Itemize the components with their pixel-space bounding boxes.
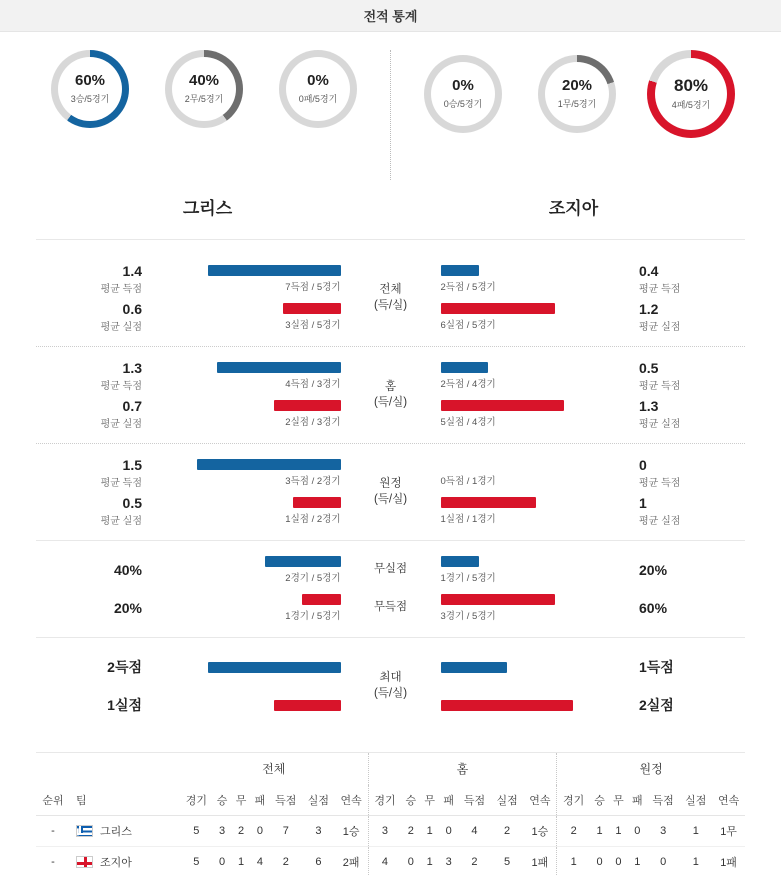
table-header-원정-패: 패	[628, 785, 647, 816]
table-header-전체-무: 무	[232, 785, 251, 816]
table-header-원정-경기: 경기	[557, 785, 590, 816]
row-stat-all-득점: 2	[269, 847, 302, 876]
table-row[interactable]	[36, 816, 745, 847]
away-team-name: 조지아	[548, 199, 599, 218]
row-stat-all-패: 4	[251, 847, 270, 876]
home-team-name: 그리스	[182, 199, 233, 218]
row-stat-home-경기: 4	[368, 847, 401, 876]
row-stat-all-실점: 6	[302, 847, 335, 876]
stat-right-label: 평균 실점	[639, 419, 681, 431]
stat-left-bar	[197, 459, 341, 470]
table-header-홈-실점: 실점	[491, 785, 524, 816]
donut-percent: 0%	[452, 77, 474, 95]
stat-right-bar-wrap	[433, 459, 626, 487]
row-stat-home-승: 0	[401, 847, 420, 876]
row-stat-home-득점: 4	[458, 816, 491, 847]
stat-right-caption: 2득점 / 4경기	[440, 379, 496, 390]
table-row[interactable]	[36, 847, 745, 876]
stat-left-caption: 2경기 / 5경기	[285, 573, 341, 584]
table-group-header	[36, 753, 745, 785]
table-header-원정-무: 무	[609, 785, 628, 816]
stat-left-number: 0.6	[122, 300, 142, 317]
record-donuts-section	[0, 32, 781, 219]
stat-right-value	[625, 562, 745, 579]
flag-icon	[76, 825, 93, 837]
row-stat-all-승: 0	[213, 847, 232, 876]
donut-item	[637, 50, 745, 138]
donut-chart	[279, 50, 357, 128]
donut-sublabel: 0승/5경기	[443, 98, 483, 109]
stat-right-value	[625, 457, 745, 490]
stat-left-number: 0.7	[122, 397, 142, 414]
stat-block	[36, 250, 745, 346]
row-stat-all-경기: 5	[180, 816, 213, 847]
stat-left-bar-wrap	[156, 700, 349, 711]
row-stat-all-무: 1	[232, 847, 251, 876]
table-header-원정-승: 승	[590, 785, 609, 816]
stat-left-number: 1.4	[122, 262, 142, 279]
stat-left-bar	[274, 400, 340, 411]
row-stat-away-경기: 2	[557, 816, 590, 847]
row-stat-home-패: 3	[439, 847, 458, 876]
table-header-rank: 순위	[36, 785, 70, 816]
row-stat-all-승: 3	[213, 816, 232, 847]
row-stat-away-경기: 1	[557, 847, 590, 876]
stat-right-number: 1.2	[639, 300, 659, 317]
row-stat-all-경기: 5	[180, 847, 213, 876]
stat-left-bar-wrap	[156, 556, 349, 584]
table-header-홈-득점: 득점	[458, 785, 491, 816]
stat-right-label: 평균 실점	[639, 322, 681, 334]
stat-left-caption: 7득점 / 5경기	[285, 282, 341, 293]
donut-chart	[647, 50, 735, 138]
table-body	[36, 816, 745, 876]
stat-right-label: 평균 실점	[639, 516, 681, 528]
flag-icon	[76, 856, 93, 868]
donut-center	[545, 62, 609, 126]
table-header-전체-실점: 실점	[302, 785, 335, 816]
row-team-name: 그리스	[100, 826, 132, 838]
page-title	[0, 0, 781, 32]
table-header-원정-연속: 연속	[712, 785, 745, 816]
stat-block	[36, 540, 745, 637]
team-cell	[76, 854, 178, 870]
row-stat-away-연속: 1패	[712, 847, 745, 876]
donut-center	[655, 58, 727, 130]
row-stat-away-실점: 1	[679, 816, 712, 847]
stat-right-caption: 1경기 / 5경기	[440, 573, 496, 584]
stat-left-caption: 4득점 / 3경기	[285, 379, 341, 390]
stat-right-number: 60%	[639, 599, 668, 616]
row-stat-home-패: 0	[439, 816, 458, 847]
stat-center-line1: 원정	[379, 477, 402, 490]
stat-row	[36, 551, 745, 589]
donut-chart	[424, 55, 502, 133]
donut-center	[58, 57, 122, 121]
row-stat-all-무: 2	[232, 816, 251, 847]
row-stat-away-승: 0	[590, 847, 609, 876]
stat-left-caption: 3득점 / 2경기	[285, 476, 341, 487]
row-stat-all-실점: 3	[302, 816, 335, 847]
row-stat-away-득점: 0	[647, 847, 680, 876]
stat-right-number: 1득점	[639, 658, 674, 675]
table-header-전체-패: 패	[251, 785, 270, 816]
stat-row	[36, 589, 745, 627]
stat-right-label: 평균 득점	[639, 284, 681, 296]
stat-left-caption: 1경기 / 5경기	[285, 611, 341, 622]
donut-percent: 0%	[307, 72, 329, 90]
row-rank: -	[36, 847, 70, 876]
stat-left-label: 평균 득점	[100, 381, 142, 393]
table-header-원정-실점: 실점	[679, 785, 712, 816]
stat-right-bar	[441, 303, 555, 314]
row-stat-away-승: 1	[590, 816, 609, 847]
stat-right-caption: 5실점 / 4경기	[440, 417, 496, 428]
stat-left-bar	[274, 700, 340, 711]
stat-block-rows	[36, 648, 745, 724]
row-stat-all-패: 0	[251, 816, 270, 847]
stat-right-bar-wrap	[433, 594, 626, 622]
table-group-홈: 홈	[368, 753, 557, 785]
donut-percent: 80%	[673, 76, 709, 96]
stat-right-number: 1.3	[639, 397, 659, 414]
standings-table-wrap	[36, 752, 745, 876]
row-stat-away-무: 1	[609, 816, 628, 847]
stat-right-caption: 3경기 / 5경기	[440, 611, 496, 622]
stat-right-value	[625, 263, 745, 296]
stat-left-value	[36, 398, 156, 431]
donut-sublabel: 2무/5경기	[184, 93, 224, 104]
stat-left-number: 20%	[113, 599, 142, 616]
row-stat-home-연속: 1패	[523, 847, 556, 876]
stat-center-label: 무실점	[373, 563, 408, 576]
stat-right-bar-wrap	[433, 556, 626, 584]
donut-chart	[51, 50, 129, 128]
row-team[interactable]	[70, 847, 180, 876]
stats-comparison	[36, 239, 745, 734]
stat-left-bar-wrap	[156, 459, 349, 487]
table-header-전체-득점: 득점	[269, 785, 302, 816]
stat-left-caption: 2실점 / 3경기	[285, 417, 341, 428]
row-stat-all-연속: 1승	[335, 816, 368, 847]
donut-center	[172, 57, 236, 121]
stat-left-number: 1.3	[122, 359, 142, 376]
stat-right-bar	[441, 362, 489, 373]
stat-right-number: 0.4	[639, 262, 659, 279]
stat-center-label	[349, 476, 433, 507]
row-stat-away-패: 1	[628, 847, 647, 876]
donut-sublabel: 4패/5경기	[671, 99, 711, 110]
stat-block-rows	[36, 357, 745, 433]
table-header-spacer	[70, 753, 180, 785]
stat-center-label	[349, 670, 433, 701]
donut-item	[36, 50, 144, 128]
stat-center-line1: 홈	[384, 380, 397, 393]
stat-left-label: 평균 득점	[100, 284, 142, 296]
stat-left-value	[36, 263, 156, 296]
stat-right-value	[625, 600, 745, 617]
stat-left-value	[36, 301, 156, 334]
stat-left-label: 평균 실점	[100, 419, 142, 431]
donut-percent: 40%	[188, 72, 220, 90]
stat-right-bar	[441, 400, 565, 411]
stat-right-caption: 1실점 / 1경기	[440, 514, 496, 525]
row-team[interactable]	[70, 816, 180, 847]
stat-left-value	[36, 562, 156, 579]
stat-right-bar-wrap	[433, 662, 626, 673]
stat-left-caption: 3실점 / 5경기	[285, 320, 341, 331]
donut-chart	[538, 55, 616, 133]
stat-left-bar	[208, 662, 341, 673]
donut-center	[431, 62, 495, 126]
stat-left-caption: 1실점 / 2경기	[285, 514, 341, 525]
stat-left-label: 평균 득점	[100, 478, 142, 490]
table-header-전체-승: 승	[213, 785, 232, 816]
stat-right-number: 20%	[639, 561, 668, 578]
table-header-전체-연속: 연속	[335, 785, 368, 816]
stat-right-number: 0.5	[639, 359, 659, 376]
page-title-text: 전적 통계	[363, 9, 418, 24]
stat-left-bar	[293, 497, 341, 508]
stat-left-value	[36, 457, 156, 490]
donut-item	[264, 50, 372, 128]
stat-left-bar-wrap	[156, 594, 349, 622]
stat-bar-area	[156, 556, 625, 584]
row-stat-away-실점: 1	[679, 847, 712, 876]
row-stat-all-연속: 2패	[335, 847, 368, 876]
standings-table	[36, 753, 745, 876]
table-header-홈-무: 무	[420, 785, 439, 816]
stat-bar-area	[156, 594, 625, 622]
stat-left-number: 1.5	[122, 456, 142, 473]
stat-left-number: 40%	[113, 561, 142, 578]
stat-right-value	[625, 495, 745, 528]
table-header-전체-경기: 경기	[180, 785, 213, 816]
donut-chart	[165, 50, 243, 128]
donut-percent: 20%	[561, 77, 593, 95]
stat-left-number: 2득점	[107, 658, 142, 675]
table-column-header	[36, 785, 745, 816]
row-stat-home-연속: 1승	[523, 816, 556, 847]
table-group-전체: 전체	[262, 762, 286, 776]
row-stat-home-무: 1	[420, 816, 439, 847]
stat-right-bar	[441, 594, 555, 605]
stat-left-number: 1실점	[107, 696, 142, 713]
row-team-name: 조지아	[100, 857, 132, 869]
home-donut-group	[24, 50, 384, 128]
stat-left-bar	[283, 303, 340, 314]
stat-block	[36, 637, 745, 734]
row-stat-away-무: 0	[609, 847, 628, 876]
row-stat-home-경기: 3	[368, 816, 401, 847]
stat-right-value	[625, 301, 745, 334]
donut-sublabel: 0패/5경기	[298, 93, 338, 104]
stat-right-number: 2실점	[639, 696, 674, 713]
stat-right-caption: 6실점 / 5경기	[440, 320, 496, 331]
stat-right-number: 0	[639, 456, 647, 473]
row-stat-home-실점: 5	[491, 847, 524, 876]
stat-right-bar	[441, 662, 507, 673]
stat-block	[36, 443, 745, 540]
stat-right-value	[625, 360, 745, 393]
stat-left-value	[36, 600, 156, 617]
stat-left-value	[36, 360, 156, 393]
stat-center-label	[349, 379, 433, 410]
stat-block-rows	[36, 454, 745, 530]
stat-right-number: 1	[639, 494, 647, 511]
center-divider	[390, 50, 391, 180]
stat-right-caption: 0득점 / 1경기	[440, 476, 496, 487]
row-stat-home-득점: 2	[458, 847, 491, 876]
donut-row	[0, 50, 781, 180]
stat-right-label: 평균 득점	[639, 478, 681, 490]
stat-right-caption: 2득점 / 5경기	[440, 282, 496, 293]
row-stat-home-승: 2	[401, 816, 420, 847]
stat-center-label	[349, 282, 433, 313]
team-cell	[76, 823, 178, 839]
stat-center-line2: (득/실)	[373, 493, 408, 505]
stat-center-label: 무득점	[373, 601, 408, 614]
stat-right-bar	[441, 265, 480, 276]
row-rank: -	[36, 816, 70, 847]
stat-left-number: 0.5	[122, 494, 142, 511]
stat-right-bar-wrap	[433, 497, 626, 525]
stat-right-value	[625, 659, 745, 676]
stat-right-bar	[441, 700, 574, 711]
stat-right-bar	[441, 497, 537, 508]
stat-right-bar-wrap	[433, 303, 626, 331]
row-stat-home-실점: 2	[491, 816, 524, 847]
stat-right-value	[625, 398, 745, 431]
table-header-홈-연속: 연속	[523, 785, 556, 816]
donut-sublabel: 1무/5경기	[557, 98, 597, 109]
table-header-원정-득점: 득점	[647, 785, 680, 816]
row-stat-home-무: 1	[420, 847, 439, 876]
table-group-원정: 원정	[557, 753, 745, 785]
stat-right-bar-wrap	[433, 700, 626, 711]
donut-item	[523, 55, 631, 133]
stat-left-bar-wrap	[156, 662, 349, 673]
table-header-홈-승: 승	[401, 785, 420, 816]
stat-center-line2: (득/실)	[373, 299, 408, 311]
stat-center-line1: 최대	[379, 671, 402, 684]
row-stat-away-득점: 3	[647, 816, 680, 847]
stat-left-bar-wrap	[156, 400, 349, 428]
stat-left-label: 평균 실점	[100, 516, 142, 528]
donut-item	[150, 50, 258, 128]
stat-center-line2: (득/실)	[373, 687, 408, 699]
donut-center	[286, 57, 350, 121]
stat-center-line2: (득/실)	[373, 396, 408, 408]
stat-right-bar-wrap	[433, 362, 626, 390]
stat-left-bar	[208, 265, 341, 276]
row-stat-all-득점: 7	[269, 816, 302, 847]
table-header-spacer	[36, 753, 70, 785]
stat-left-bar-wrap	[156, 303, 349, 331]
stat-left-value	[36, 697, 156, 714]
donut-item	[409, 55, 517, 133]
stat-block	[36, 346, 745, 443]
stat-left-value	[36, 495, 156, 528]
stat-left-bar	[302, 594, 341, 605]
table-header-team: 팀	[70, 785, 180, 816]
donut-sublabel: 3승/5경기	[70, 93, 110, 104]
table-header-홈-경기: 경기	[368, 785, 401, 816]
stat-right-bar-wrap	[433, 400, 626, 428]
donut-percent: 60%	[74, 72, 106, 90]
stat-left-bar	[265, 556, 341, 567]
stat-right-label: 평균 득점	[639, 381, 681, 393]
stat-left-bar-wrap	[156, 265, 349, 293]
table-header-홈-패: 패	[439, 785, 458, 816]
stat-left-label: 평균 실점	[100, 322, 142, 334]
stat-right-bar	[441, 556, 480, 567]
away-donut-group	[397, 50, 757, 138]
stat-block-rows	[36, 260, 745, 336]
stat-right-bar-wrap	[433, 265, 626, 293]
stat-center-line1: 전체	[379, 283, 402, 296]
stat-left-bar-wrap	[156, 497, 349, 525]
stat-left-bar-wrap	[156, 362, 349, 390]
stat-left-value	[36, 659, 156, 676]
stat-right-value	[625, 697, 745, 714]
stat-left-bar	[217, 362, 341, 373]
row-stat-away-패: 0	[628, 816, 647, 847]
row-stat-away-연속: 1무	[712, 816, 745, 847]
team-name-row	[0, 194, 781, 219]
